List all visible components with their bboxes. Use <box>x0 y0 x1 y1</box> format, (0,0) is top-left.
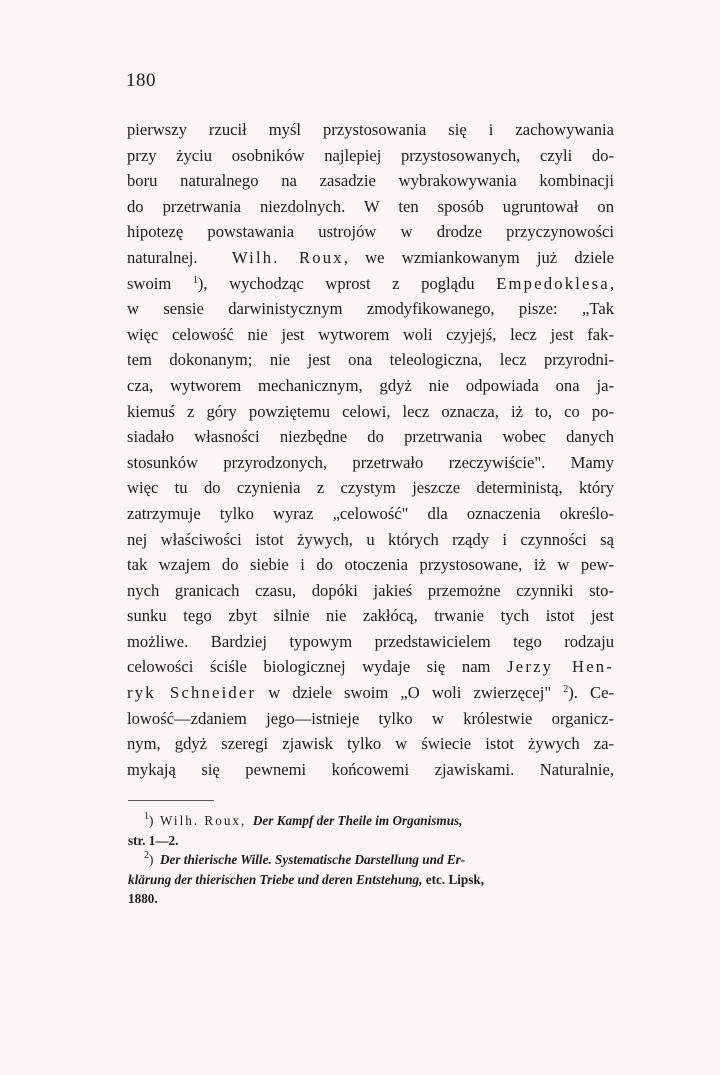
text-line: więc tu do czynienia z czystym jeszcze deterministą, który <box>127 478 614 498</box>
text-segment: ), wychodząc wprost z poglądu <box>197 273 475 293</box>
footnote-marker: 2 <box>144 850 149 861</box>
text-line: lowość—zdaniem jego—istnieje tylko w królestwie organicz- <box>127 708 614 728</box>
text-line: hipotezę powstawania ustrojów w drodze przyczynowości <box>127 222 614 242</box>
footnote-2: $^2$) Der thierische Wille. Systematische Darstellung und Er- <box>144 850 466 867</box>
text-line: siadało własności niezbędne do przetrwania wobec danych <box>127 427 614 447</box>
text-segment: swoim <box>127 273 172 293</box>
text-segment: , we wzmiankowanym już dziele <box>343 247 614 267</box>
footnote-title: Der thierische Wille. Systematische Darstellung und Er- <box>160 852 466 867</box>
author-name: Empedoklesa <box>496 273 610 293</box>
body-text <box>127 117 614 782</box>
text-segment: w dziele swoim „O woli zwierzęcej" <box>256 683 552 703</box>
footnote-pages: str. 1—2. <box>128 832 179 848</box>
text-line: więc celowość nie jest wytworem woli czyjejś, lecz jest fak- <box>127 324 614 344</box>
text-line <box>127 245 614 271</box>
text-line: nej właściwości istot żywych, u których rządy i czynności są <box>127 529 614 549</box>
text-line: mykają się pewnemi końcowemi zjawiskami. Naturalnie, <box>127 759 614 779</box>
text-line: możliwe. Bardziej typowym przedstawicielem tego rodzaju <box>127 631 614 651</box>
text-segment: ). Ce- <box>568 683 614 703</box>
text-line: boru naturalnego na zasadzie wybrakowywania kombinacji <box>127 171 614 191</box>
text-line: do przetrwania niezdolnych. W ten sposób ugruntował on <box>127 196 614 216</box>
author-name: Wilh. Roux <box>231 247 344 267</box>
text-segment: naturalnej. <box>127 247 198 267</box>
footnote-title: Der Kampf der Theile im Organismus, <box>252 813 463 828</box>
footnote-2-cont <box>128 870 614 890</box>
text-line: przy życiu osobników najlepiej przystosowanych, czyli do- <box>127 145 614 165</box>
text-line: cza, wytworem mechanicznym, gdyż nie odpowiada ona ja- <box>127 375 614 395</box>
footnotes <box>128 811 614 909</box>
text-line: nym, gdyż szeregi zjawisk tylko w świecie istot żywych za- <box>127 734 614 754</box>
text-line: sunku tego zbyt silnie nie zakłócą, trwanie tych istot jest <box>127 606 614 626</box>
footnote-divider <box>128 800 214 801</box>
footnote-ref: 2 <box>563 684 569 696</box>
author-name: ryk Schneider <box>127 683 257 703</box>
text-line: zatrzymuje tylko wyraz „celowość" dla oznaczenia określo- <box>127 503 614 523</box>
page-number: 180 <box>126 70 156 91</box>
text-line: nych granicach czasu, dopóki jakieś przemożne czynniki sto- <box>127 580 614 600</box>
text-line: pierwszy rzucił myśl przystosowania się i zachowywania <box>127 120 614 139</box>
footnote-year: 1880. <box>128 891 158 906</box>
text-line: kiemuś z góry powziętemu celowi, lecz oznacza, iż to, co po- <box>127 401 614 421</box>
footnote-text: etc. Lipsk, <box>422 871 484 887</box>
footnote-marker: 1 <box>144 811 149 822</box>
footnote-ref: 1 <box>192 274 198 286</box>
text-line <box>127 271 614 297</box>
text-line: tem dokonanym; nie jest ona teleologiczna, lecz przyrodni- <box>127 350 614 370</box>
text-segment: , <box>609 273 614 293</box>
text-line: stosunków przyrodzonych, przetrwało rzeczywiście". Mamy <box>127 452 614 472</box>
author-name: Jerzy Hen- <box>507 657 614 677</box>
text-segment: celowości ściśle biologicznej wydaje się nam <box>127 657 491 677</box>
text-line <box>127 654 614 680</box>
footnote-title: klärung der thierischen Triebe und deren Entstehung, <box>128 871 423 887</box>
footnote-1: $^1$) Wilh. Roux, Der Kampf der Theile im Organismus, <box>144 811 463 828</box>
footnote-author: Wilh. Roux, <box>160 813 247 828</box>
text-line: tak wzajem do siebie i do otoczenia przystosowane, iż w pew- <box>127 555 614 575</box>
text-line <box>127 680 614 706</box>
text-line: w sensie darwinistycznym zmodyfikowanego, pisze: „Tak <box>127 299 614 319</box>
